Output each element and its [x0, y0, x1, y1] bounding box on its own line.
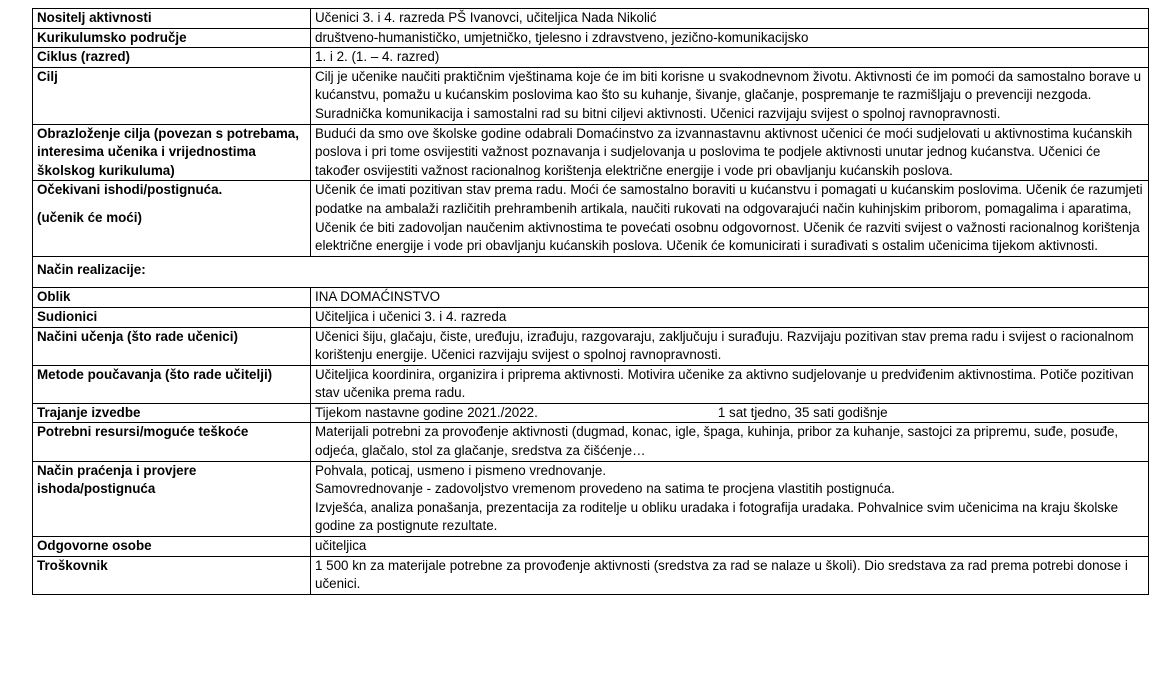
table-row	[33, 124, 1149, 181]
row-value	[311, 403, 1149, 423]
row-value: društveno-humanističko, umjetničko, tjelesno i zdravstveno, jezično-komunikacijsko	[311, 28, 1149, 48]
row-label: Troškovnik	[33, 556, 311, 594]
row-value: Učenici šiju, glačaju, čiste, uređuju, izrađuju, razgovaraju, zaključuju i surađuju. Razvijaju pozitivan stav prema radu i svijest o racionalnom korištenju energije. Učenici razvijaju svijest o spolnoj ravnopravnosti.	[311, 327, 1149, 365]
row-value: Učenik će imati pozitivan stav prema radu. Moći će samostalno boraviti u kućanstvu i pomagati u kućanskim poslovima. Učenik će razumjeti podatke na ambalaži različitih prehrambenih artikala, naučiti rukovati na odgovarajući način kuhinjskim priborom, pomagalima i aparatima, Učenik će biti zadovoljan naučenim aktivnostima te povećati osobnu odgovornost. Učenik će razviti svijest o važnosti racionalnog korištenja električne energije i vode pri obavljanju kućanskih poslova. Učenik će komunicirati i surađivati s ostalim učenicima tijekom aktivnosti.	[311, 181, 1149, 256]
section-heading-row	[33, 256, 1149, 288]
row-label: Cilj	[33, 67, 311, 124]
row-label: Odgovorne osobe	[33, 537, 311, 557]
row-value: učiteljica	[311, 537, 1149, 557]
table-row	[33, 461, 1149, 536]
row-label: Ciklus (razred)	[33, 48, 311, 68]
table-row	[33, 423, 1149, 461]
row-label: Obrazloženje cilja (povezan s potrebama, interesima učenika i vrijednostima školskog kurikuluma)	[33, 124, 311, 181]
row-label-note: (učenik će moći)	[37, 209, 142, 225]
table-row	[33, 327, 1149, 365]
table-row	[33, 48, 1149, 68]
table-row	[33, 365, 1149, 403]
row-value: 1 500 kn za materijale potrebne za provođenje aktivnosti (sredstva za rad se nalaze u školi). Dio sredstava za rad prema potrebi donose i učenici.	[311, 556, 1149, 594]
row-label-main: Očekivani ishodi/postignuća.	[37, 182, 223, 198]
activity-plan-table	[32, 8, 1149, 595]
table-row	[33, 403, 1149, 423]
row-value: Materijali potrebni za provođenje aktivnosti (dugmad, konac, igle, špaga, kuhinja, pribor za kuhanje, sastojci za pripremu, suđe, posuđe, odjeća, glačalo, stol za glačanje, sredstva za čišćenje…	[311, 423, 1149, 461]
row-label	[33, 181, 311, 256]
section-heading: Način realizacije:	[33, 256, 1149, 288]
row-value: 1. i 2. (1. – 4. razred)	[311, 48, 1149, 68]
table-row	[33, 288, 1149, 308]
activity-plan-document	[32, 8, 1143, 595]
row-value: Učiteljica i učenici 3. i 4. razreda	[311, 307, 1149, 327]
table-row	[33, 9, 1149, 29]
row-value: Cilj je učenike naučiti praktičnim vještinama koje će im biti korisne u svakodnevnom životu. Aktivnosti će im pomoći da samostalno borave u kućanstvu, pomažu u kućanskim poslovima kao što su kuhanje, šivanje, glačanje, pospremanje te razmišljaju o prevenciji nezgoda. Suradnička komunikacija i samostalni rad su bitni ciljevi aktivnosti. Učenici razvijaju svijest o spolnoj ravnopravnosti.	[311, 67, 1149, 124]
row-label: Nositelj aktivnosti	[33, 9, 311, 29]
row-value: Budući da smo ove školske godine odabrali Domaćinstvo za izvannastavnu aktivnost učenici će moći sudjelovati u aktivnostima kućanskih poslova i pri tome osvijestiti važnost poznavanja i sudjelovanja u poslovima te podjele aktivnosti unutar jednog kućanstva. Učenici će također osvijestiti važnost racionalnog korištenja električne energije i vode pri obavljanju kućanskih poslova.	[311, 124, 1149, 181]
table-row	[33, 28, 1149, 48]
table-row	[33, 307, 1149, 327]
row-label: Kurikulumsko područje	[33, 28, 311, 48]
row-label: Metode poučavanja (što rade učitelji)	[33, 365, 311, 403]
duration-hours: 1 sat tjedno, 35 sati godišnje	[717, 404, 888, 420]
table-row	[33, 537, 1149, 557]
row-label: Sudionici	[33, 307, 311, 327]
row-value: Pohvala, poticaj, usmeno i pismeno vrednovanje. Samovrednovanje - zadovoljstvo vremenom provedeno na satima te procjena vlastitih postignuća. Izvješća, analiza ponašanja, prezentacija za roditelje u obliku uradaka i fotografija uradaka. Pohvalnice svim učenicima na kraju školske godine za postignute rezultate.	[311, 461, 1149, 536]
row-value: Učiteljica koordinira, organizira i priprema aktivnosti. Motivira učenike za aktivno sudjelovanje u predviđenim aktivnostima. Potiče pozitivan stav učenika prema radu.	[311, 365, 1149, 403]
row-label: Potrebni resursi/moguće teškoće	[33, 423, 311, 461]
row-label: Trajanje izvedbe	[33, 403, 311, 423]
table-row	[33, 181, 1149, 256]
row-value: INA DOMAĆINSTVO	[311, 288, 1149, 308]
table-row	[33, 67, 1149, 124]
table-row	[33, 556, 1149, 594]
row-label: Načini učenja (što rade učenici)	[33, 327, 311, 365]
row-label: Oblik	[33, 288, 311, 308]
duration-period: Tijekom nastavne godine 2021./2022.	[315, 404, 538, 420]
row-value: Učenici 3. i 4. razreda PŠ Ivanovci, učiteljica Nada Nikolić	[311, 9, 1149, 29]
row-label: Način praćenja i provjere ishoda/postignuća	[33, 461, 311, 536]
